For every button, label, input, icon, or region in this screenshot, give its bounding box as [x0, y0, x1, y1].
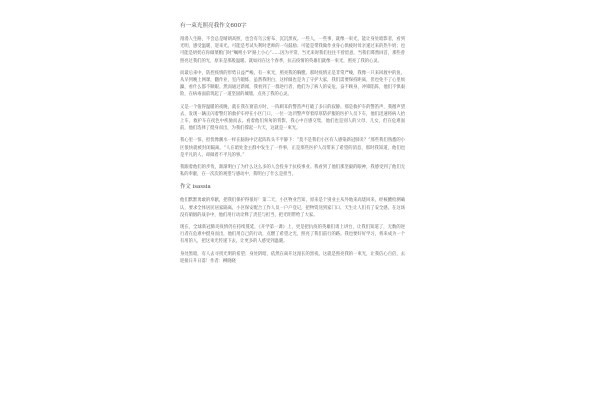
paragraph-5: 我跟着他们的步伐，渐渐明白了为什么这么多的人会投身于抗疫事业。我看到了他们那坚毅的眼神，我感受到了他们无私的奉献，在一次次的观望与感动中，我明白了什么是担当。	[180, 165, 405, 178]
paragraph-4: 我心里一惊，担忧像潮水一样在脑海中泛起阵阵头不平静下：“莫不是我们小区有人感染新冠肺炎？”那些我们熟悉的小区很快就被封闭隔离。“人在暗处金主群中发生了一件事，正是那些医护人员带来了希望的消息，那时我知道，他们也是平凡的人，却做着不平凡的事。”	[180, 138, 405, 158]
section-heading: 作文 isassia	[180, 184, 211, 191]
paragraph-8: 身处黑暗，有人去寻找光明的希望；身处阴暗，依然在离开这漫长的黑夜。这就是照亮我的一束光，让我信心百倍，去迎接日升日落！作者：柳晓晓	[180, 251, 405, 264]
article-title: 有一束光照亮我作文600字	[180, 23, 247, 29]
paragraph-3: 又是一个值得温暖的夜晚，就在我在窗前方时，一阵刺耳的警笛声打破了多日的寂静。那是救护车的警笛声，我循声望去，发现一辆正闪着警灯的救护车停在小区门口，一位一边凹警声穿着厚厚防护服的医护人员下车，他们迅速将病人抬上车，救护车在夜色中疾驰而去。看着他们匆匆的背影，我心中百感交集，他们也是别人的父母、儿女，但在危难面前，他们选择了挺身而出，为我们撑起一片天，这就是一束光。	[180, 104, 405, 132]
article	[180, 22, 405, 270]
paragraph-1: 漫漫人生路，不会总是晴朗高照，也会有乌云密布、沉沉黑夜。一些人，一些事，就像一束光，能让身处暗影者，看到光明、感受温暖、迎来光。可能是考试失利时老师的一句鼓励；可能是带我做作业身心俱疲时母亲递过来的热牛奶；也可能是奶奶在你做菜粮门时“嘱咐小‘P’路上小心”……因为平常，当光来时我们往往不曾留意，当我们蓦然回首，那些曾照亮过我们的光，原来是那般温暖。就如同在这个春季，抗击疫情的英雄们就像一束光，照亮了我的心灵。	[180, 37, 405, 64]
paragraph-2: 而最后来中，防控疫情的形势日益严峻。有一束光，照亮我的胸膛。那时疫情正是非常严峻，我像一只来回渡中的鱼，从早到晚上网课，翻作业，室内锻炼，虽然我明白，这样做也是为了守护大家，我们需要保持距离，但也免不了心里烦躁，看什么都不顺眼。然而通过新闻，我看到了一群逆行者，他们为了病人的安危，奋不顾身、冲锋陷阵，他们不惧艰险，在病毒面前筑起了一道坚固的城墙，点亮了我的心灵。	[180, 70, 405, 98]
paragraph-6: 他们默默勇敢的奉献，把我们保护得很好！第二天，小区物业告知，原来是个别业主从外地来高烧回来，经核酸检测确认，要求全体居民居家隔离，小区保安配合工作人员一户户登记，把物资送到家门口，天生让人们有了安全感。在这场没有硝烟的战争中，他们用行动诠释了责任与担当，把光明带给了大家。	[180, 198, 405, 218]
paragraph-7: 现在，全球新冠肺炎疫情仍在持续蔓延，《开学第一课》上，更是把抗疫的英雄们请上讲台，让我们知道了，无数的逆行者在危难中挺身而出，他们用自己的行动，点燃了希望之光，照亮了我们前行的路。我也要好好学习，将来成为一个有用的人，把这束光传递下去，让更多的人感受到温暖。	[180, 225, 405, 245]
